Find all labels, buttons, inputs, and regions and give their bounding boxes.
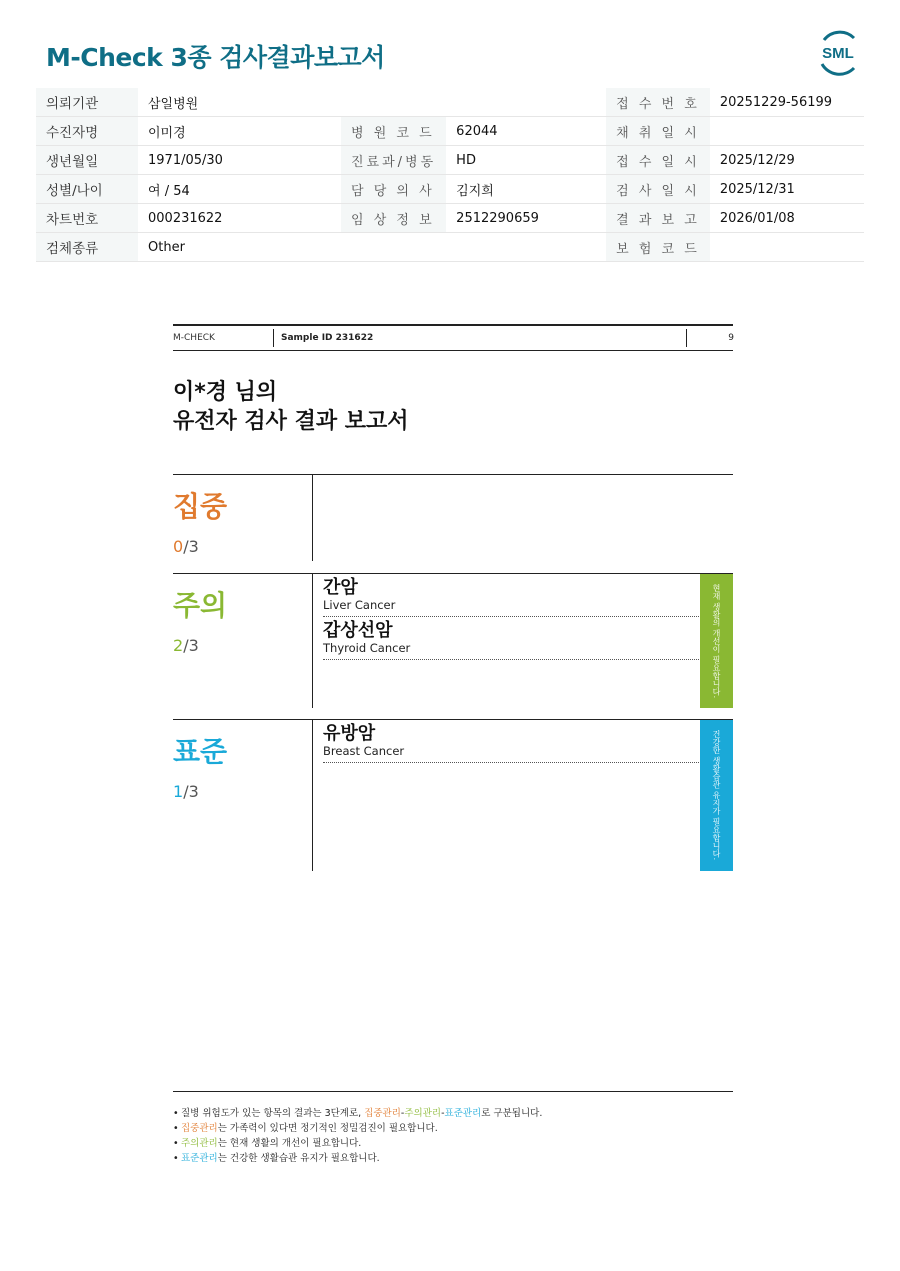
info-value: 2025/12/29: [710, 146, 864, 175]
info-label: 접 수 번 호: [606, 88, 710, 117]
info-value: 2512290659: [446, 204, 606, 233]
disease-name-en: Breast Cancer: [323, 744, 405, 758]
info-label: 검 사 일 시: [606, 175, 710, 204]
info-value: 000231622: [138, 204, 341, 233]
heading-line-2: 유전자 검사 결과 보고서: [173, 409, 409, 434]
info-value: 삼일병원: [138, 88, 341, 117]
sml-logo: [814, 28, 862, 76]
sample-id: Sample ID 231622: [273, 329, 373, 347]
disease-name-ko: 간암: [323, 577, 358, 598]
risk-count: 0/3: [173, 537, 199, 556]
info-value: [710, 117, 864, 146]
info-value: [446, 88, 606, 117]
info-label: 결 과 보 고: [606, 204, 710, 233]
info-row: [36, 233, 864, 262]
heading-line-1: 이*경 님의: [173, 380, 278, 405]
section-divider: [312, 720, 313, 871]
report-title: M-Check 3종 검사결과보고서: [46, 43, 385, 72]
risk-count: 2/3: [173, 636, 199, 655]
logo-text: SML: [822, 45, 854, 62]
info-label: 진료과/병동: [341, 146, 446, 175]
risk-advice-tab: 건강한 생활습관 유지가 필요합니다.: [700, 720, 733, 871]
info-row: [36, 175, 864, 204]
info-row: [36, 204, 864, 233]
info-label: 검체종류: [36, 233, 138, 262]
info-label: 차트번호: [36, 204, 138, 233]
risk-section: [173, 719, 733, 871]
footnotes: [173, 1091, 733, 1166]
info-label: 담 당 의 사: [341, 175, 446, 204]
page-header: [173, 324, 733, 351]
info-label: 수진자명: [36, 117, 138, 146]
info-label: [341, 233, 446, 262]
risk-level-label: 집중: [173, 490, 228, 523]
patient-info-table: [36, 88, 864, 262]
risk-count: 1/3: [173, 782, 199, 801]
disease-name-ko: 유방암: [323, 723, 376, 744]
disease-item: [323, 578, 699, 617]
info-label: 임 상 정 보: [341, 204, 446, 233]
info-value: 김지희: [446, 175, 606, 204]
info-value: 이미경: [138, 117, 341, 146]
disease-name-en: Thyroid Cancer: [323, 641, 411, 655]
info-value: 2025/12/31: [710, 175, 864, 204]
info-value: 20251229-56199: [710, 88, 864, 117]
info-label: 생년월일: [36, 146, 138, 175]
risk-level-label: 표준: [173, 735, 228, 768]
info-value: [446, 233, 606, 262]
info-value: HD: [446, 146, 606, 175]
info-value: 1971/05/30: [138, 146, 341, 175]
report-heading: [173, 378, 409, 436]
risk-advice-tab: 현재 생활의 개선이 필요합니다.: [700, 574, 733, 708]
section-divider: [312, 574, 313, 708]
risk-level-label: 주의: [173, 589, 228, 622]
disease-name-en: Liver Cancer: [323, 598, 396, 612]
disease-item: [323, 621, 699, 660]
disease-name-ko: 갑상선암: [323, 620, 393, 641]
footnote-3: • 주의관리는 현재 생활의 개선이 필요합니다.: [173, 1136, 733, 1151]
info-value: 62044: [446, 117, 606, 146]
footnote-4: • 표준관리는 건강한 생활습관 유지가 필요합니다.: [173, 1151, 733, 1166]
info-value: [710, 233, 864, 262]
info-label: 채 취 일 시: [606, 117, 710, 146]
info-row: [36, 88, 864, 117]
info-value: 2026/01/08: [710, 204, 864, 233]
footnote-2: • 집중관리는 가족력이 있다면 정기적인 정밀검진이 필요합니다.: [173, 1121, 733, 1136]
info-row: [36, 117, 864, 146]
info-label: 병 원 코 드: [341, 117, 446, 146]
info-row: [36, 146, 864, 175]
info-label: 의뢰기관: [36, 88, 138, 117]
info-label: 접 수 일 시: [606, 146, 710, 175]
section-divider: [312, 475, 313, 561]
risk-section: [173, 474, 733, 561]
info-label: [341, 88, 446, 117]
brand-label: M-CHECK: [173, 333, 215, 343]
info-label: 보 험 코 드: [606, 233, 710, 262]
risk-section: [173, 573, 733, 708]
footnote-1: • 질병 위험도가 있는 항목의 결과는 3단계로, 집중관리-주의관리-표준관리로 구분됩니다.: [173, 1106, 733, 1121]
disease-item: [323, 724, 699, 763]
info-value: 여 / 54: [138, 175, 341, 204]
info-value: Other: [138, 233, 341, 262]
page-number: 9: [686, 329, 734, 347]
info-label: 성별/나이: [36, 175, 138, 204]
